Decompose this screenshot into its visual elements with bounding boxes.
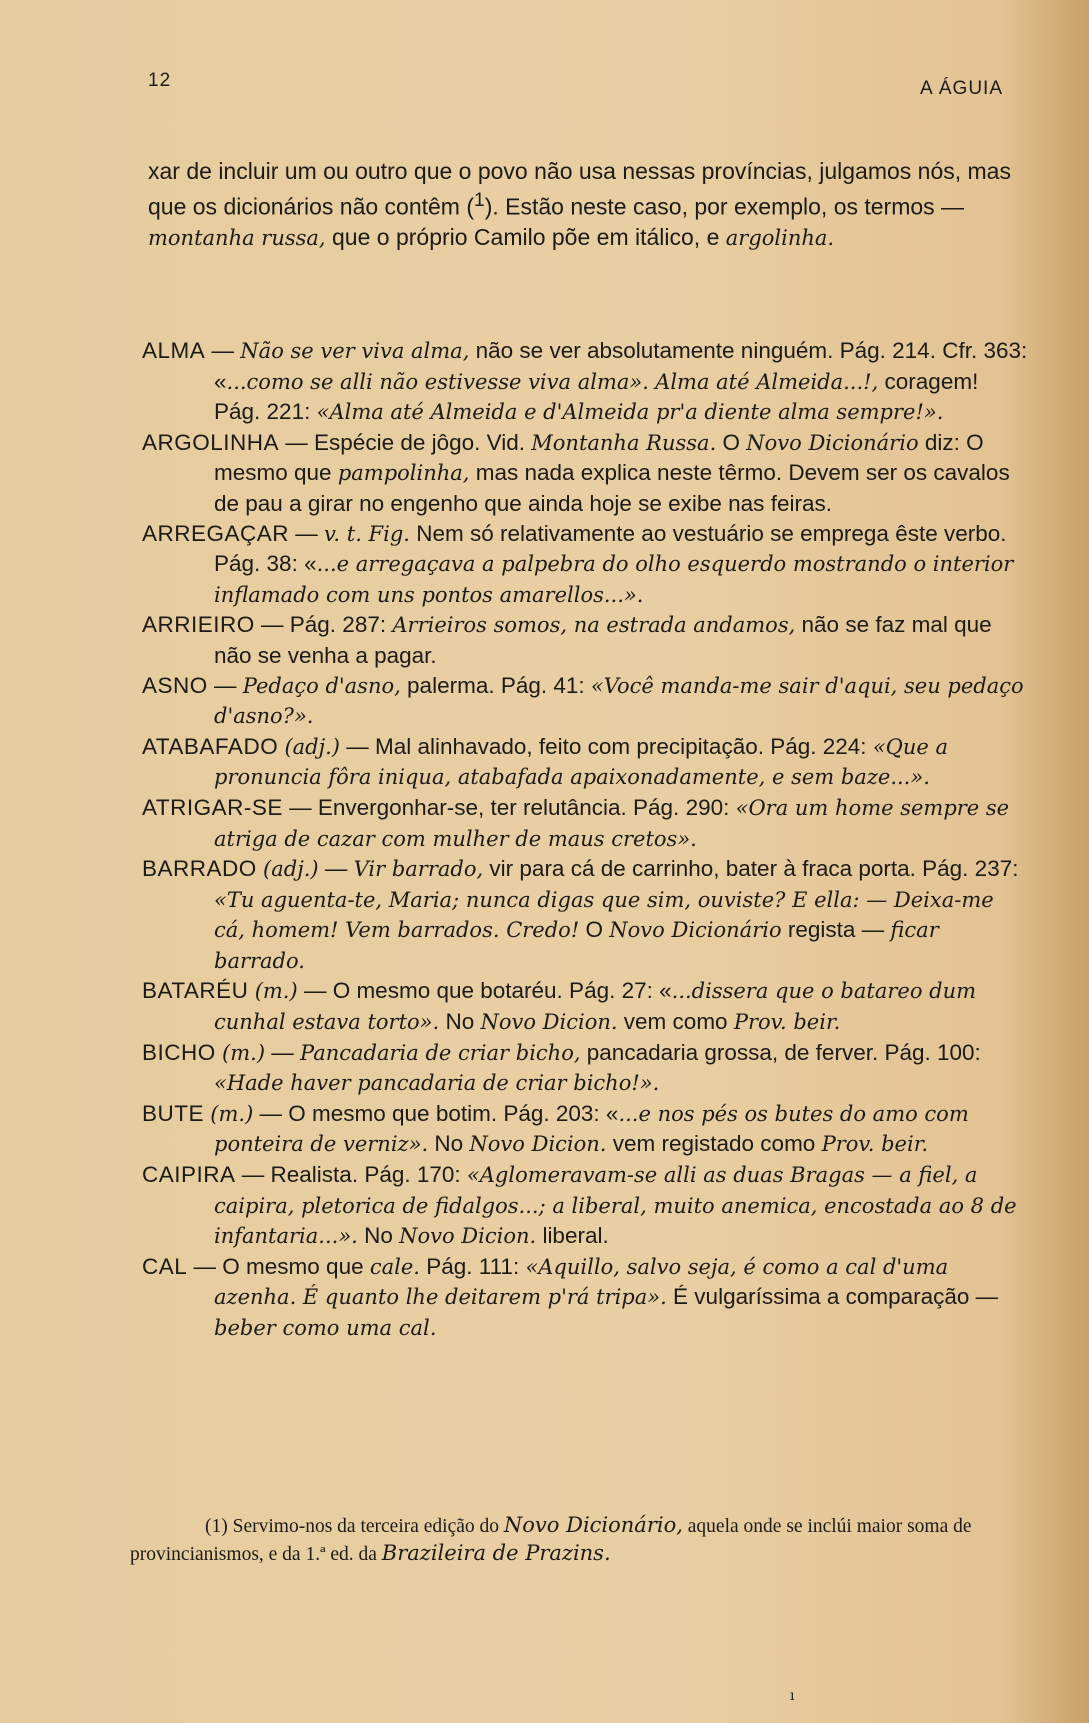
entry-italic: (adj.) — [263, 857, 319, 882]
entry-italic: «Tu aguenta-te, Maria; nunca digas que sim, ouviste? E ella: — Deixa-me cá, homem! Vem barrados. Credo! — [214, 887, 994, 943]
footnote — [130, 1512, 1020, 1568]
entry-italic: Novo Dicion. — [399, 1224, 537, 1249]
entry-italic: «Ora um home sempre se atriga de cazar com mulher de maus cretos». — [214, 795, 1010, 851]
footnote-italic-1: Novo Dicionário, — [503, 1513, 683, 1537]
entry-italic: (m.) — [210, 1101, 254, 1126]
glossary-entries — [142, 336, 1028, 1344]
footnote-ref: 1 — [474, 190, 485, 211]
entry-italic: ficar barrado. — [214, 918, 939, 973]
headword: BICHO — [142, 1039, 216, 1065]
headword: ARREGAÇAR — [142, 520, 290, 546]
entry-text: Pág. 111: — [419, 1253, 526, 1279]
entry-text: coragem! Pág. 221: — [214, 368, 979, 425]
headword: ALMA — [142, 338, 206, 363]
glossary-entry — [142, 976, 1028, 1037]
headword: ASNO — [142, 672, 208, 698]
entry-text: — O mesmo que — [187, 1253, 370, 1279]
entry-text: — O mesmo que botaréu. Pág. 27: « — [297, 978, 672, 1004]
entry-italic: «Alma até Almeida e d'Almeida pr'a diente alma sempre!». — [316, 400, 944, 425]
entry-italic: Arrieiros somos, na estrada andamos, — [392, 613, 796, 638]
entry-text: liberal. — [536, 1223, 609, 1249]
entry-italic: Alma até Almeida...!, — [655, 369, 879, 394]
entry-text: — — [265, 1039, 301, 1065]
entry-italic: cale. — [369, 1254, 420, 1279]
headword: BUTE — [142, 1100, 205, 1126]
entry-italic: Prov. beir. — [821, 1132, 929, 1157]
footnote-marker: (1) — [205, 1516, 228, 1537]
headword: ATABAFADO — [142, 733, 279, 759]
entry-text: — — [289, 520, 325, 546]
entry-text: — Espécie de jôgo. Vid. — [279, 429, 532, 455]
entry-text: mas nada explica neste têrmo. Devem ser os cavalos de pau a girar no engenho que ainda hoje se exibe nas feiras. — [214, 460, 1010, 516]
entry-italic: (m.) — [254, 979, 298, 1004]
intro-italic-1: montanha russa, — [148, 225, 326, 250]
glossary-entry — [142, 1160, 1028, 1252]
entry-text: No — [439, 1009, 481, 1035]
entry-italic: pampolinha, — [337, 461, 470, 486]
entry-text: vem registado como — [606, 1131, 822, 1157]
headword: ARGOLINHA — [142, 429, 280, 455]
entry-text: — Realista. Pág. 170: — [235, 1162, 467, 1188]
entry-text: palerma. Pág. 41: — [400, 672, 591, 698]
entry-text: O — [579, 917, 610, 943]
intro-paragraph — [148, 156, 1028, 253]
entry-italic: «Hade haver pancadaria de criar bicho!». — [214, 1071, 660, 1096]
entry-text: — — [318, 856, 354, 882]
entry-italic: Novo Dicion. — [469, 1132, 607, 1157]
running-title: A ÁGUIA — [919, 78, 1003, 99]
entry-text: não se faz mal que não se venha a pagar. — [214, 612, 992, 668]
glossary-entry — [142, 854, 1028, 976]
entry-italic: Novo Dicion. — [480, 1010, 618, 1035]
glossary-entry — [142, 671, 1028, 732]
entry-italic: ...dissera que o batareo dum cunhal estava torto». — [214, 979, 977, 1035]
entry-italic: beber como uma cal. — [214, 1316, 437, 1340]
entry-text: vem como — [617, 1009, 734, 1035]
entry-italic: «Você manda-me sair d'aqui, seu pedaço d'asno?». — [214, 673, 1024, 729]
entry-italic: ...e nos pés os butes do amo com ponteira de verniz». — [214, 1101, 969, 1157]
entry-text: — Pág. 287: — [254, 612, 393, 638]
glossary-entry — [142, 793, 1028, 854]
glossary-entry — [142, 1099, 1028, 1160]
entry-italic: Novo Dicionário — [609, 918, 782, 943]
glossary-entry — [142, 428, 1028, 519]
entry-italic: Vir barrado, — [353, 857, 484, 882]
headword: ARRIEIRO — [142, 612, 255, 638]
entry-italic: Pedaço d'asno, — [242, 673, 401, 698]
glossary-entry — [142, 1038, 1028, 1099]
entry-italic: Montanha Russa. — [531, 430, 717, 455]
headword: BATARÉU — [142, 978, 249, 1004]
entry-italic: Pancadaria de criar bicho, — [300, 1040, 581, 1065]
stray-mark: ı — [790, 1688, 795, 1704]
entry-italic: Não se ver viva alma, — [240, 339, 470, 363]
entry-text: diz: O mesmo que — [214, 429, 984, 486]
intro-text-3: que o próprio Camilo põe em itálico, e — [325, 223, 726, 250]
entry-text: — Mal alinhavado, feito com precipitação. Pág. 224: — [340, 733, 873, 759]
entry-text: No — [428, 1131, 470, 1157]
entry-italic: Novo Dicionário — [746, 430, 919, 455]
intro-text-2: ). Estão neste caso, por exemplo, os termos — — [484, 193, 965, 220]
entry-italic: «Que a pronuncia fôra iniqua, atabafada apaixonadamente, e sem baze...». — [214, 734, 949, 790]
entry-italic: (adj.) — [284, 734, 341, 759]
entry-italic: v. t. Fig. — [324, 521, 410, 546]
entry-text: No — [357, 1223, 400, 1249]
entry-text: O — [716, 429, 747, 455]
entry-text: vir para cá de carrinho, bater à fraca porta. Pág. 237: — [483, 856, 1019, 882]
entry-text: regista — — [781, 917, 891, 943]
entry-text: — Envergonhar-se, ter relutância. Pág. 290: — [282, 794, 736, 820]
entry-text: É vulgaríssima a comparação — — [666, 1284, 999, 1310]
entry-text: Nem só relativamente ao vestuário se emprega êste verbo. Pág. 38: « — [214, 520, 1007, 577]
entry-text: não se ver absolutamente ninguém. Pág. 214. Cfr. 363: « — [214, 338, 1028, 394]
glossary-entry — [142, 732, 1028, 793]
entry-text: pancadaria grossa, de ferver. Pág. 100: — [580, 1039, 981, 1065]
entry-italic: (m.) — [222, 1040, 266, 1065]
headword: CAIPIRA — [142, 1162, 236, 1188]
headword: ATRIGAR-SE — [142, 794, 283, 820]
glossary-entry — [142, 519, 1028, 611]
footnote-text-2: aquela onde se inclúi maior soma de provincianismos, e da 1.ª ed. da — [130, 1516, 972, 1565]
entry-text: — O mesmo que botim. Pág. 203: « — [253, 1100, 619, 1126]
footnote-italic-2: Brazileira de Prazins. — [381, 1541, 611, 1565]
entry-italic: Prov. beir. — [733, 1010, 841, 1035]
headword: BARRADO — [142, 856, 257, 882]
glossary-entry — [142, 1252, 1028, 1344]
glossary-entry — [142, 336, 1028, 428]
intro-italic-2: argolinha. — [725, 225, 835, 250]
headword: CAL — [142, 1253, 188, 1279]
intro-text-1: xar de incluir um ou outro que o povo não usa nessas províncias, julgamos nós, mas que os dicionários não contêm ( — [148, 158, 1011, 220]
page-number: 12 — [148, 70, 172, 91]
glossary-entry — [142, 610, 1028, 670]
entry-italic: «Aquillo, salvo seja, é como a cal d'uma azenha. É quanto lhe deitarem p'rá tripa». — [214, 1254, 949, 1310]
entry-text: — — [205, 338, 241, 363]
running-header — [148, 70, 1033, 100]
entry-text: — — [207, 672, 243, 698]
footnote-text-1: Servimo-nos da terceira edição do — [227, 1516, 504, 1537]
entry-italic: ...como se alli não estivesse viva alma». — [226, 369, 649, 394]
entry-italic: ...e arregaçava a palpebra do olho esquerdo mostrando o interior inflamado com uns pontos amarellos...». — [214, 552, 1014, 607]
entry-italic: «Aglomeravam-se alli as duas Bragas — a fiel, a caipira, pletorica de fidalgos...; a liberal, muito anemica, encostada ao 8 de infantaria...». — [214, 1163, 1017, 1249]
